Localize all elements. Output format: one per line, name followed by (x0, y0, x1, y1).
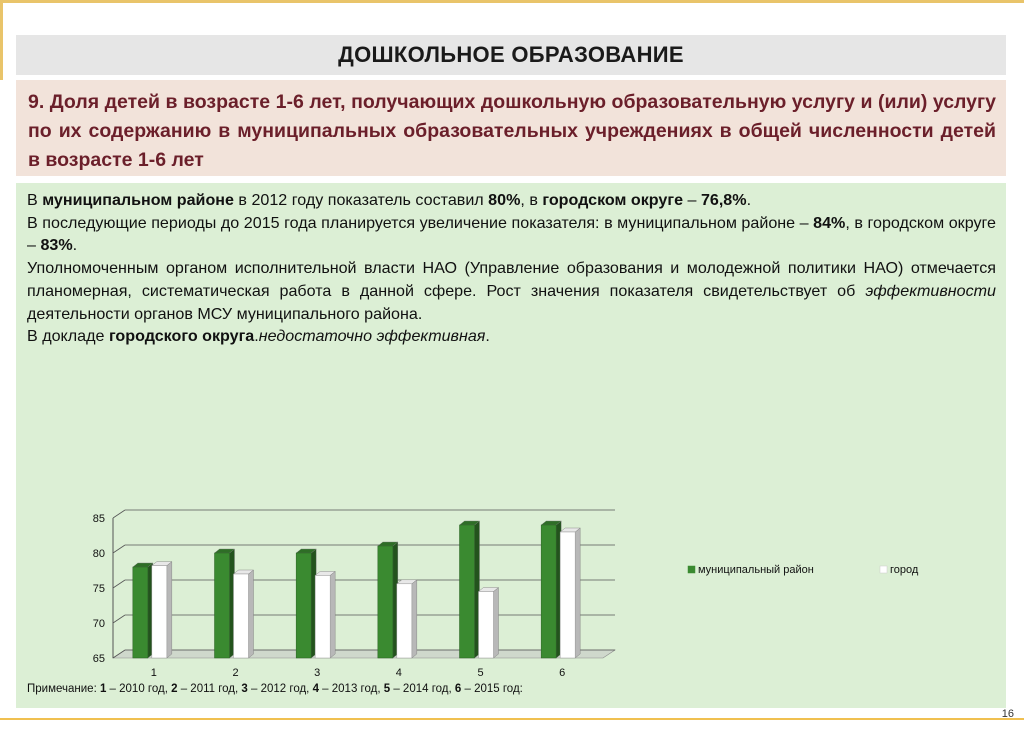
bar-side (412, 580, 417, 658)
bar-municipal (460, 525, 475, 658)
bar-city (479, 592, 494, 659)
bar-municipal (378, 546, 393, 658)
indicator-text: 9. Доля детей в возрасте 1-6 лет, получающих дошкольную образовательную услугу и (или) услугу по их содержанию в муниципальных образовательных учреждениях в общей численности детей в возрасте 1-6 лет (28, 91, 996, 171)
paragraph-4 (27, 325, 996, 348)
bar-city (397, 584, 412, 658)
x-tick-label: 6 (559, 667, 566, 679)
bar-side (330, 571, 335, 658)
p4-text: . (254, 327, 259, 346)
p1-bold-municipal: муниципальном районе (42, 191, 234, 209)
chart-plot-area (113, 510, 615, 658)
p1-bold-value: 80% (488, 191, 521, 209)
gridline-diagonal (113, 615, 125, 623)
y-tick-label: 75 (92, 583, 105, 595)
p1-text: – (683, 191, 701, 209)
bar-city (560, 532, 575, 658)
paragraph-3 (27, 257, 996, 325)
y-tick-label: 80 (92, 548, 105, 560)
page-number: 16 (1001, 708, 1014, 720)
paragraph-2 (27, 212, 996, 257)
content-box (16, 183, 1006, 708)
p2-text: . (72, 236, 78, 255)
gridline-diagonal (113, 545, 125, 553)
top-accent-line (0, 0, 1024, 3)
note-year-text: – 2011 год, (177, 683, 242, 695)
gridline-diagonal (113, 510, 125, 518)
p2-bold-value: 84% (813, 213, 846, 232)
paragraph-1 (27, 189, 996, 212)
p2-bold-value: 83% (40, 236, 73, 255)
p3-text: деятельности органов МСУ муниципального района. (27, 304, 423, 323)
p3-text: Уполномоченным органом исполнительной власти НАО (Управление образования и молодежной политики НАО) отмечается планомерная, систематическая работа в данной сфере. Рост значения показателя свидетельствует об (27, 259, 996, 300)
x-tick-label: 1 (150, 667, 157, 679)
x-tick-label: 3 (314, 667, 321, 679)
bar-chart (16, 505, 1006, 680)
note-year-number: 5 (383, 683, 391, 695)
indicator-box (16, 80, 1006, 176)
note-year-number: 3 (241, 683, 248, 695)
legend-label: муниципальный район (698, 564, 814, 576)
x-tick-label: 4 (395, 667, 402, 679)
note-year-text: – 2015 год: (461, 683, 523, 695)
note-items (100, 683, 523, 695)
p1-text: в 2012 году показатель составил (233, 191, 489, 209)
p3-italic: эффективности (865, 281, 996, 300)
chart-note (27, 683, 523, 695)
chart-floor (113, 650, 615, 658)
p4-text: В докладе (27, 327, 109, 346)
p4-italic: недостаточно эффективная (258, 327, 486, 346)
y-tick-label: 65 (92, 653, 105, 665)
legend-swatch (688, 566, 695, 573)
bar-municipal (541, 525, 556, 658)
bar-city (315, 575, 330, 658)
bar-side (494, 588, 499, 659)
bar-city (234, 574, 249, 658)
p1-text: . (746, 191, 752, 209)
chart-area (16, 505, 1006, 680)
legend-swatch (880, 566, 887, 573)
page-title: ДОШКОЛЬНОЕ ОБРАЗОВАНИЕ (338, 42, 684, 67)
note-year-number: 2 (171, 683, 178, 695)
note-year-text: – 2012 год, (247, 683, 313, 695)
bottom-accent-line (0, 718, 1024, 720)
p1-text: В (27, 191, 43, 209)
bar-municipal (215, 553, 230, 658)
left-accent-line (0, 0, 3, 80)
p2-text: , в городском округе – (27, 213, 996, 255)
p1-bold-value: 76,8% (700, 191, 747, 209)
title-band (16, 35, 1006, 75)
bar-side (575, 528, 580, 658)
y-tick-label: 85 (92, 513, 105, 525)
bar-city (152, 566, 167, 658)
x-tick-label: 5 (477, 667, 484, 679)
x-tick-label: 2 (232, 667, 239, 679)
bar-municipal (296, 553, 311, 658)
bar-municipal (133, 567, 148, 658)
bar-side (249, 570, 254, 658)
note-year-text: – 2013 год, (318, 683, 384, 695)
note-year-text: – 2010 год, (106, 683, 172, 695)
p4-bold-city: городского округа (108, 327, 255, 346)
note-year-text: – 2014 год, (390, 683, 455, 695)
note-year-number: 6 (454, 683, 462, 695)
p1-bold-city: городском округе (542, 191, 684, 209)
bar-side (167, 562, 172, 658)
note-prefix: Примечание: (27, 683, 100, 695)
p2-text: В последующие периоды до 2015 года планируется увеличение показателя: в муниципальном районе – (27, 213, 814, 232)
y-tick-label: 70 (92, 618, 105, 630)
note-year-number: 4 (312, 683, 319, 695)
gridline-diagonal (113, 580, 125, 588)
note-year-number: 1 (99, 683, 107, 695)
p1-text: , в (520, 191, 543, 209)
legend-label: город (890, 564, 919, 576)
p4-text: . (485, 327, 490, 346)
